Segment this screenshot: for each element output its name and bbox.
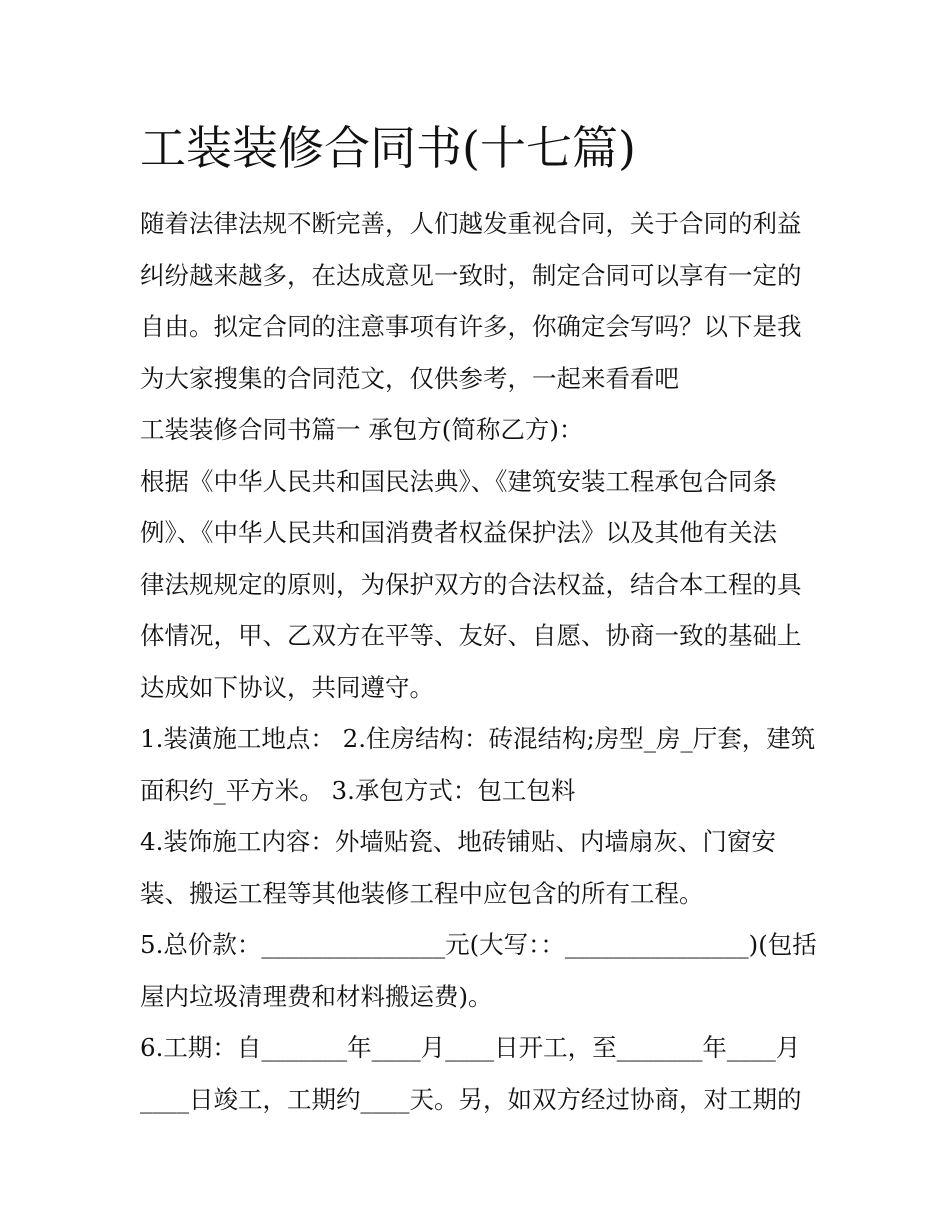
section-heading-line: 工装装修合同书篇一 承包方(简称乙方)：	[140, 415, 584, 444]
body-line: 达成如下协议，共同遵守。	[140, 672, 434, 702]
clause-line: 5.总价款：_______________元(大写：：_______________)(包括	[140, 930, 817, 959]
clause-line: 6.工期：自_______年____月____日开工，至_______年____月	[140, 1033, 801, 1062]
clause-line: ____日竣工，工期约____天。另，如双方经过协商，对工期的	[140, 1084, 802, 1114]
document-body	[140, 198, 820, 1125]
clause-line: 面积约_平方米。 3.承包方式：包工包料	[140, 775, 576, 805]
body-line: 为大家搜集的合同范文，仅供参考，一起来看看吧	[140, 363, 679, 393]
body-line: 根据《中华人民共和国民法典》、《建筑安装工程承包合同条	[140, 466, 777, 496]
body-line: 例》、《中华人民共和国消费者权益保护法》以及其他有关法	[140, 518, 777, 547]
body-line: 自由。拟定合同的注意事项有许多，你确定会写吗？以下是我	[140, 312, 802, 341]
clause-line: 1.装潢施工地点： 2.住房结构：砖混结构;房型_房_厅套，建筑	[140, 724, 816, 753]
body-line: 体情况，甲、乙双方在平等、友好、自愿、协商一致的基础上	[140, 621, 802, 650]
clause-line: 4.装饰施工内容：外墙贴瓷、地砖铺贴、内墙扇灰、门窗安	[140, 827, 776, 856]
body-line: 律法规规定的原则，为保护双方的合法权益，结合本工程的具	[140, 569, 802, 599]
document-title: 工装装修合同书(十七篇)	[140, 121, 636, 175]
clause-line: 屋内垃圾清理费和材料搬运费)。	[140, 981, 493, 1011]
body-line: 纠纷越来越多，在达成意见一致时，制定合同可以享有一定的	[140, 260, 802, 290]
clause-line: 装、搬运工程等其他装修工程中应包含的所有工程。	[140, 878, 704, 908]
body-line: 随着法律法规不断完善，人们越发重视合同，关于合同的利益	[140, 209, 802, 238]
